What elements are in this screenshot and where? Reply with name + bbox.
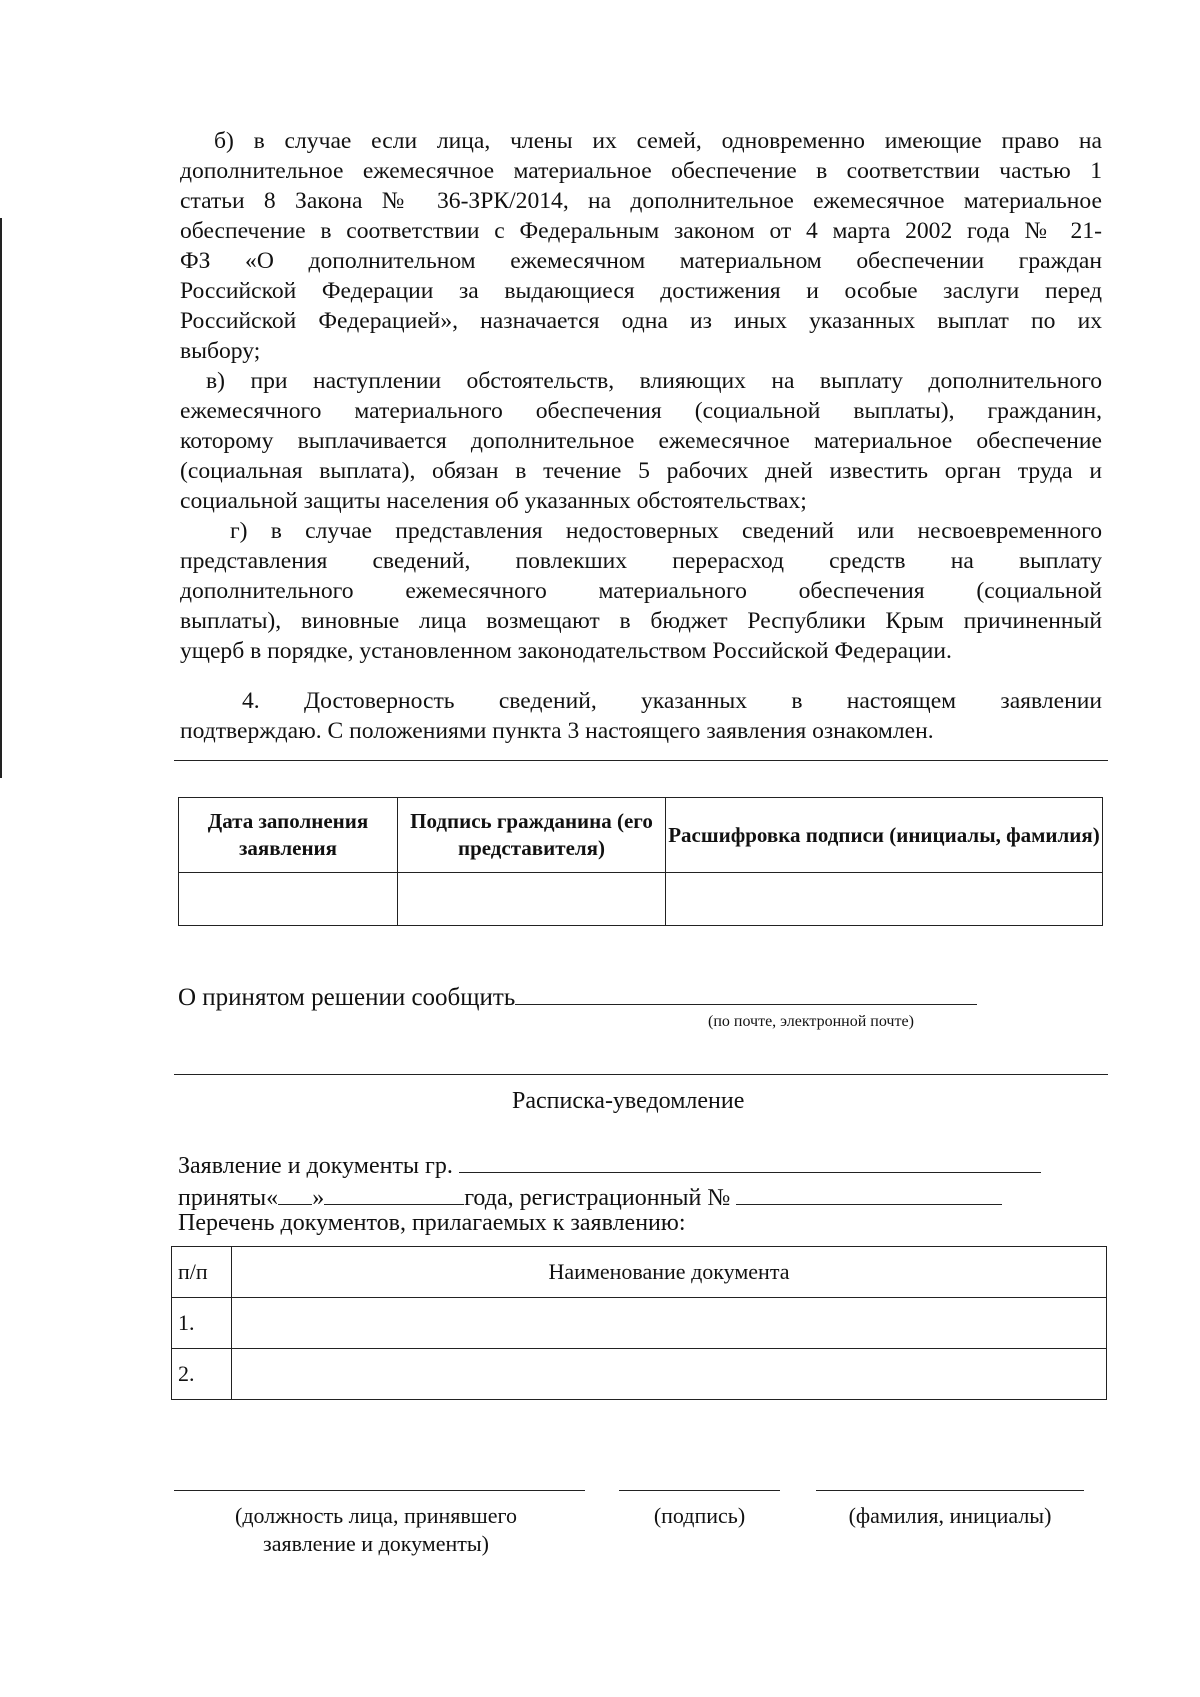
receipt-label-accepted: приняты« [178,1185,279,1211]
receipt-line-2 [178,1180,1002,1212]
document-name-field[interactable] [232,1349,1107,1400]
paragraph-line: выплаты), виновные лица возмещают в бюджет Республики Крым причиненный [180,608,1102,634]
paragraph-line: ущерб в порядке, установленном законодательством Российской Федерации. [180,638,952,664]
notify-method-field[interactable] [515,980,977,1005]
paragraph-line: (социальная выплата), обязан в течение 5 рабочих дней известить орган труда и [180,458,1102,484]
caption-signature: (подпись) [653,1503,746,1528]
sig-col-signature: Подпись гражданина (его представителя) [398,798,666,873]
receipt-label-regnum: года, регистрационный № [464,1185,731,1211]
receipt-line-1 [178,1148,1041,1180]
paragraph-line: ФЗ «О дополнительном ежемесячном материальном обеспечении граждан [180,248,1102,274]
receipt-line-3: Перечень документов, прилагаемых к заявлению: [178,1210,686,1236]
paragraph-line: б) в случае если лица, члены их семей, одновременно имеющие право на [214,128,1102,154]
scan-edge [0,218,2,778]
paragraph-line: социальной защиты населения об указанных обстоятельствах; [180,488,807,514]
paragraph-g [180,516,1102,666]
paragraph-line: которому выплачивается дополнительное ежемесячное материальное обеспечение [180,428,1102,454]
docs-col-num: п/п [172,1247,232,1298]
caption-position-line1: (должность лица, принявшего [235,1503,517,1528]
signature-line[interactable] [619,1490,780,1491]
docs-col-name: Наименование документа [232,1247,1107,1298]
paragraph-line: выбору; [180,338,261,364]
paragraph-line: г) в случае представления недостоверных сведений или несвоевременного [230,518,1102,544]
document-name-field[interactable] [232,1298,1107,1349]
paragraph-line: подтверждаю. С положениями пункта 3 настоящего заявления ознакомлен. [180,718,934,744]
paragraph-4 [180,686,1102,746]
paragraph-line: ежемесячного материального обеспечения (социальной выплаты), гражданин, [180,398,1102,424]
paragraph-line: 4. Достоверность сведений, указанных в настоящем заявлении [242,688,1102,714]
caption-name: (фамилия, инициалы) [848,1503,1052,1528]
notify-label: О принятом решении сообщить [178,984,516,1011]
paragraph-b [180,126,1102,366]
paragraph-v [180,366,1102,516]
applicant-name-field[interactable] [459,1148,1041,1173]
quote-close: » [312,1185,325,1211]
divider [174,760,1108,761]
decoding-field[interactable] [666,873,1103,926]
sig-col-decoding: Расшифровка подписи (инициалы, фамилия) [666,798,1103,873]
sig-col-date: Дата заполнения заявления [179,798,398,873]
paragraph-line: в) при наступлении обстоятельств, влияющих на выплату дополнительного [206,368,1102,394]
date-field[interactable] [179,873,398,926]
receipt-title: Расписка-уведомление [512,1088,745,1114]
notify-line [178,980,977,1012]
day-field[interactable] [278,1180,312,1205]
month-year-field[interactable] [324,1180,464,1205]
divider [174,1074,1108,1075]
signature-table [178,797,1103,926]
documents-table [171,1246,1107,1400]
registration-number-field[interactable] [736,1180,1002,1205]
table-row-number: 1. [172,1298,232,1349]
signature-field[interactable] [398,873,666,926]
caption-position-line2: заявление и документы) [263,1531,489,1556]
paragraph-line: Российской Федерации за выдающиеся достижения и особые заслуги перед [180,278,1102,304]
notify-hint: (по почте, электронной почте) [708,1013,914,1030]
paragraph-line: дополнительного ежемесячного материального обеспечения (социальной [180,578,1102,604]
position-line[interactable] [174,1490,585,1491]
caption-position [196,1502,556,1558]
name-line[interactable] [816,1490,1084,1491]
paragraph-line: статьи 8 Закона № 36-ЗРК/2014, на дополнительное ежемесячное материальное [180,188,1102,214]
paragraph-line: обеспечение в соответствии с Федеральным законом от 4 марта 2002 года № 21- [180,218,1102,244]
paragraph-line: представления сведений, повлекших перерасход средств на выплату [180,548,1102,574]
receipt-label-applicant: Заявление и документы гр. [178,1153,453,1179]
paragraph-line: Российской Федерацией», назначается одна из иных указанных выплат по их [180,308,1102,334]
paragraph-line: дополнительное ежемесячное материальное обеспечение в соответствии частью 1 [180,158,1102,184]
table-row-number: 2. [172,1349,232,1400]
